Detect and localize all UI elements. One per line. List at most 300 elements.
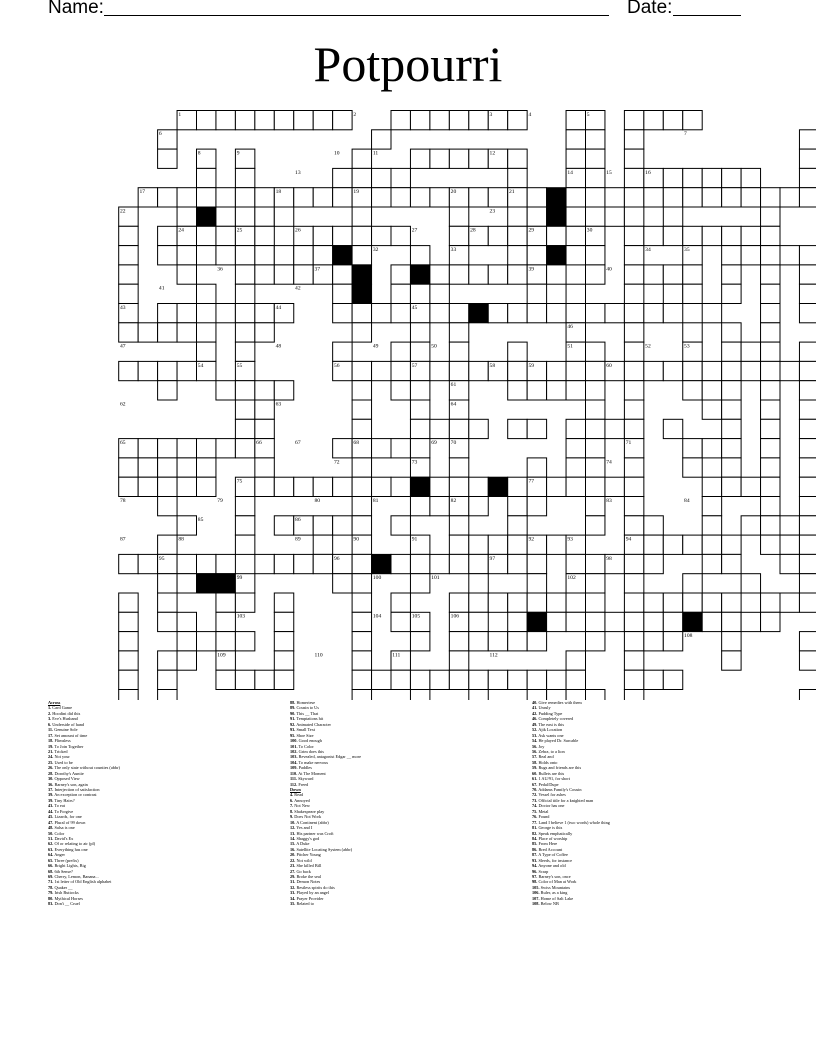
grid-cell[interactable] xyxy=(702,304,721,323)
grid-cell[interactable] xyxy=(624,670,643,689)
grid-cell[interactable] xyxy=(799,149,816,168)
grid-cell[interactable] xyxy=(527,574,546,593)
grid-cell[interactable] xyxy=(702,535,721,554)
grid-cell[interactable] xyxy=(799,516,816,535)
grid-cell[interactable] xyxy=(430,188,449,207)
grid-cell[interactable] xyxy=(313,226,332,245)
grid-cell[interactable] xyxy=(586,419,605,438)
grid-cell[interactable] xyxy=(430,670,449,689)
grid-cell[interactable] xyxy=(624,265,643,284)
grid-cell[interactable] xyxy=(605,612,624,631)
grid-cell[interactable] xyxy=(158,226,177,245)
grid-cell[interactable] xyxy=(566,651,585,670)
grid-cell[interactable] xyxy=(469,497,488,516)
grid-cell[interactable] xyxy=(488,265,507,284)
grid-cell[interactable] xyxy=(624,246,643,265)
grid-cell[interactable] xyxy=(702,516,721,535)
grid-cell[interactable] xyxy=(624,361,643,380)
grid-cell[interactable] xyxy=(391,342,410,361)
grid-cell[interactable] xyxy=(722,400,741,419)
grid-cell[interactable] xyxy=(235,381,254,400)
grid-cell[interactable] xyxy=(683,168,702,187)
grid-cell[interactable] xyxy=(527,497,546,516)
grid-cell[interactable] xyxy=(586,304,605,323)
grid-cell[interactable] xyxy=(566,419,585,438)
grid-cell[interactable] xyxy=(799,651,816,670)
grid-cell[interactable] xyxy=(352,419,371,438)
grid-cell[interactable] xyxy=(663,188,682,207)
grid-cell[interactable] xyxy=(624,381,643,400)
grid-cell[interactable] xyxy=(722,323,741,342)
grid-cell[interactable] xyxy=(488,593,507,612)
grid-cell[interactable] xyxy=(469,593,488,612)
grid-cell[interactable] xyxy=(391,516,410,535)
grid-cell[interactable] xyxy=(624,188,643,207)
grid-cell[interactable] xyxy=(722,246,741,265)
grid-cell[interactable] xyxy=(547,226,566,245)
grid-cell[interactable] xyxy=(216,381,235,400)
grid-cell[interactable] xyxy=(683,458,702,477)
grid-cell[interactable] xyxy=(391,554,410,573)
grid-cell[interactable] xyxy=(449,477,468,496)
grid-cell[interactable] xyxy=(799,246,816,265)
grid-cell[interactable] xyxy=(197,342,216,361)
grid-cell[interactable] xyxy=(683,574,702,593)
grid-cell[interactable] xyxy=(352,149,371,168)
grid-cell[interactable] xyxy=(624,497,643,516)
grid-cell[interactable] xyxy=(391,265,410,284)
grid-cell[interactable] xyxy=(566,130,585,149)
grid-cell[interactable] xyxy=(235,246,254,265)
grid-cell[interactable] xyxy=(313,188,332,207)
grid-cell[interactable] xyxy=(313,477,332,496)
grid-cell[interactable] xyxy=(430,284,449,303)
grid-cell[interactable] xyxy=(566,690,585,701)
grid-cell[interactable] xyxy=(761,304,780,323)
grid-cell[interactable] xyxy=(138,323,157,342)
grid-cell[interactable] xyxy=(391,168,410,187)
grid-cell[interactable] xyxy=(430,304,449,323)
grid-cell[interactable] xyxy=(722,381,741,400)
grid-cell[interactable] xyxy=(294,554,313,573)
grid-cell[interactable] xyxy=(333,265,352,284)
grid-cell[interactable] xyxy=(255,477,274,496)
grid-cell[interactable] xyxy=(527,690,546,701)
grid-cell[interactable] xyxy=(235,419,254,438)
grid-cell[interactable] xyxy=(177,651,196,670)
grid-cell[interactable] xyxy=(333,342,352,361)
grid-cell[interactable] xyxy=(372,361,391,380)
grid-cell[interactable] xyxy=(508,111,527,130)
grid-cell[interactable] xyxy=(566,458,585,477)
grid-cell[interactable] xyxy=(799,574,816,593)
grid-cell[interactable] xyxy=(547,381,566,400)
grid-cell[interactable] xyxy=(761,458,780,477)
grid-cell[interactable] xyxy=(216,593,235,612)
grid-cell[interactable] xyxy=(663,226,682,245)
grid-cell[interactable] xyxy=(586,130,605,149)
grid-cell[interactable] xyxy=(644,188,663,207)
grid-cell[interactable] xyxy=(586,400,605,419)
grid-cell[interactable] xyxy=(508,381,527,400)
grid-cell[interactable] xyxy=(469,188,488,207)
grid-cell[interactable] xyxy=(683,535,702,554)
grid-cell[interactable] xyxy=(488,226,507,245)
grid-cell[interactable] xyxy=(391,361,410,380)
grid-cell[interactable] xyxy=(644,361,663,380)
grid-cell[interactable] xyxy=(488,670,507,689)
grid-cell[interactable] xyxy=(527,458,546,477)
grid-cell[interactable] xyxy=(761,265,780,284)
grid-cell[interactable] xyxy=(274,477,293,496)
grid-cell[interactable] xyxy=(566,612,585,631)
grid-cell[interactable] xyxy=(566,188,585,207)
grid-cell[interactable] xyxy=(119,670,138,689)
grid-cell[interactable] xyxy=(352,574,371,593)
grid-cell[interactable] xyxy=(255,246,274,265)
grid-cell[interactable] xyxy=(644,304,663,323)
grid-cell[interactable] xyxy=(255,554,274,573)
grid-cell[interactable] xyxy=(683,284,702,303)
grid-cell[interactable] xyxy=(799,304,816,323)
grid-cell[interactable] xyxy=(586,207,605,226)
grid-cell[interactable] xyxy=(119,612,138,631)
grid-cell[interactable] xyxy=(235,188,254,207)
grid-cell[interactable] xyxy=(197,168,216,187)
grid-cell[interactable] xyxy=(158,593,177,612)
grid-cell[interactable] xyxy=(235,535,254,554)
grid-cell[interactable] xyxy=(449,149,468,168)
grid-cell[interactable] xyxy=(469,574,488,593)
grid-cell[interactable] xyxy=(624,419,643,438)
grid-cell[interactable] xyxy=(799,419,816,438)
grid-cell[interactable] xyxy=(663,284,682,303)
grid-cell[interactable] xyxy=(430,265,449,284)
grid-cell[interactable] xyxy=(508,535,527,554)
grid-cell[interactable] xyxy=(235,516,254,535)
grid-cell[interactable] xyxy=(508,477,527,496)
grid-cell[interactable] xyxy=(586,246,605,265)
grid-cell[interactable] xyxy=(197,632,216,651)
grid-cell[interactable] xyxy=(586,612,605,631)
grid-cell[interactable] xyxy=(741,188,760,207)
grid-cell[interactable] xyxy=(761,439,780,458)
grid-cell[interactable] xyxy=(430,149,449,168)
grid-cell[interactable] xyxy=(255,226,274,245)
grid-cell[interactable] xyxy=(761,207,780,226)
grid-cell[interactable] xyxy=(722,265,741,284)
grid-cell[interactable] xyxy=(469,419,488,438)
grid-cell[interactable] xyxy=(527,419,546,438)
grid-cell[interactable] xyxy=(702,381,721,400)
grid-cell[interactable] xyxy=(663,612,682,631)
grid-cell[interactable] xyxy=(216,612,235,631)
grid-cell[interactable] xyxy=(158,381,177,400)
grid-cell[interactable] xyxy=(722,342,741,361)
grid-cell[interactable] xyxy=(527,381,546,400)
grid-cell[interactable] xyxy=(430,419,449,438)
grid-cell[interactable] xyxy=(683,381,702,400)
grid-cell[interactable] xyxy=(352,323,371,342)
grid-cell[interactable] xyxy=(683,593,702,612)
grid-cell[interactable] xyxy=(566,439,585,458)
grid-cell[interactable] xyxy=(352,632,371,651)
grid-cell[interactable] xyxy=(410,342,429,361)
grid-cell[interactable] xyxy=(119,226,138,245)
grid-cell[interactable] xyxy=(430,477,449,496)
grid-cell[interactable] xyxy=(663,593,682,612)
grid-cell[interactable] xyxy=(683,439,702,458)
grid-cell[interactable] xyxy=(391,188,410,207)
grid-cell[interactable] xyxy=(644,554,663,573)
grid-cell[interactable] xyxy=(566,593,585,612)
grid-cell[interactable] xyxy=(586,168,605,187)
grid-cell[interactable] xyxy=(799,497,816,516)
grid-cell[interactable] xyxy=(586,265,605,284)
grid-cell[interactable] xyxy=(508,516,527,535)
grid-cell[interactable] xyxy=(469,111,488,130)
grid-cell[interactable] xyxy=(799,361,816,380)
grid-cell[interactable] xyxy=(624,593,643,612)
grid-cell[interactable] xyxy=(741,226,760,245)
grid-cell[interactable] xyxy=(177,574,196,593)
grid-cell[interactable] xyxy=(508,149,527,168)
grid-cell[interactable] xyxy=(274,265,293,284)
grid-cell[interactable] xyxy=(566,246,585,265)
grid-cell[interactable] xyxy=(333,284,352,303)
grid-cell[interactable] xyxy=(158,439,177,458)
grid-cell[interactable] xyxy=(197,554,216,573)
grid-cell[interactable] xyxy=(410,284,429,303)
grid-cell[interactable] xyxy=(449,516,468,535)
grid-cell[interactable] xyxy=(722,188,741,207)
grid-cell[interactable] xyxy=(352,670,371,689)
grid-cell[interactable] xyxy=(255,670,274,689)
grid-cell[interactable] xyxy=(235,632,254,651)
grid-cell[interactable] xyxy=(294,477,313,496)
grid-cell[interactable] xyxy=(683,361,702,380)
grid-cell[interactable] xyxy=(372,226,391,245)
grid-cell[interactable] xyxy=(449,670,468,689)
grid-cell[interactable] xyxy=(410,188,429,207)
grid-cell[interactable] xyxy=(119,651,138,670)
grid-cell[interactable] xyxy=(119,246,138,265)
grid-cell[interactable] xyxy=(449,226,468,245)
grid-cell[interactable] xyxy=(197,477,216,496)
grid-cell[interactable] xyxy=(586,497,605,516)
grid-cell[interactable] xyxy=(119,458,138,477)
grid-cell[interactable] xyxy=(761,593,780,612)
grid-cell[interactable] xyxy=(158,149,177,168)
grid-cell[interactable] xyxy=(274,651,293,670)
grid-cell[interactable] xyxy=(624,554,643,573)
grid-cell[interactable] xyxy=(761,381,780,400)
grid-cell[interactable] xyxy=(469,632,488,651)
grid-cell[interactable] xyxy=(177,361,196,380)
grid-cell[interactable] xyxy=(333,574,352,593)
grid-cell[interactable] xyxy=(372,477,391,496)
grid-cell[interactable] xyxy=(741,574,760,593)
grid-cell[interactable] xyxy=(566,149,585,168)
grid-cell[interactable] xyxy=(333,188,352,207)
grid-cell[interactable] xyxy=(449,419,468,438)
grid-cell[interactable] xyxy=(216,207,235,226)
grid-cell[interactable] xyxy=(566,284,585,303)
grid-cell[interactable] xyxy=(722,226,741,245)
grid-cell[interactable] xyxy=(216,670,235,689)
grid-cell[interactable] xyxy=(352,516,371,535)
grid-cell[interactable] xyxy=(624,400,643,419)
grid-cell[interactable] xyxy=(624,458,643,477)
grid-cell[interactable] xyxy=(605,419,624,438)
grid-cell[interactable] xyxy=(508,168,527,187)
grid-cell[interactable] xyxy=(313,554,332,573)
grid-cell[interactable] xyxy=(624,342,643,361)
grid-cell[interactable] xyxy=(391,226,410,245)
grid-cell[interactable] xyxy=(138,554,157,573)
grid-cell[interactable] xyxy=(624,477,643,496)
grid-cell[interactable] xyxy=(410,400,429,419)
grid-cell[interactable] xyxy=(274,670,293,689)
grid-cell[interactable] xyxy=(799,342,816,361)
grid-cell[interactable] xyxy=(799,593,816,612)
grid-cell[interactable] xyxy=(235,207,254,226)
grid-cell[interactable] xyxy=(624,323,643,342)
grid-cell[interactable] xyxy=(449,111,468,130)
grid-cell[interactable] xyxy=(683,188,702,207)
grid-cell[interactable] xyxy=(780,246,799,265)
grid-cell[interactable] xyxy=(761,323,780,342)
grid-cell[interactable] xyxy=(624,168,643,187)
grid-cell[interactable] xyxy=(722,477,741,496)
grid-cell[interactable] xyxy=(333,111,352,130)
grid-cell[interactable] xyxy=(119,361,138,380)
grid-cell[interactable] xyxy=(508,593,527,612)
grid-cell[interactable] xyxy=(333,304,352,323)
grid-cell[interactable] xyxy=(158,670,177,689)
grid-cell[interactable] xyxy=(469,535,488,554)
grid-cell[interactable] xyxy=(605,304,624,323)
grid-cell[interactable] xyxy=(410,246,429,265)
grid-cell[interactable] xyxy=(197,111,216,130)
grid-cell[interactable] xyxy=(566,304,585,323)
grid-cell[interactable] xyxy=(138,458,157,477)
grid-cell[interactable] xyxy=(722,439,741,458)
grid-cell[interactable] xyxy=(644,516,663,535)
grid-cell[interactable] xyxy=(352,381,371,400)
grid-cell[interactable] xyxy=(352,361,371,380)
grid-cell[interactable] xyxy=(216,554,235,573)
grid-cell[interactable] xyxy=(624,284,643,303)
grid-cell[interactable] xyxy=(761,342,780,361)
grid-cell[interactable] xyxy=(352,497,371,516)
grid-cell[interactable] xyxy=(722,284,741,303)
grid-cell[interactable] xyxy=(469,554,488,573)
grid-cell[interactable] xyxy=(644,632,663,651)
grid-cell[interactable] xyxy=(663,535,682,554)
grid-cell[interactable] xyxy=(216,246,235,265)
grid-cell[interactable] xyxy=(624,226,643,245)
grid-cell[interactable] xyxy=(177,323,196,342)
grid-cell[interactable] xyxy=(508,361,527,380)
grid-cell[interactable] xyxy=(624,690,643,701)
grid-cell[interactable] xyxy=(761,419,780,438)
grid-cell[interactable] xyxy=(761,284,780,303)
grid-cell[interactable] xyxy=(410,111,429,130)
grid-cell[interactable] xyxy=(722,419,741,438)
grid-cell[interactable] xyxy=(508,497,527,516)
grid-cell[interactable] xyxy=(313,535,332,554)
grid-cell[interactable] xyxy=(255,111,274,130)
grid-cell[interactable] xyxy=(430,554,449,573)
grid-cell[interactable] xyxy=(449,265,468,284)
grid-cell[interactable] xyxy=(469,361,488,380)
grid-cell[interactable] xyxy=(333,168,352,187)
grid-cell[interactable] xyxy=(566,554,585,573)
grid-cell[interactable] xyxy=(702,226,721,245)
grid-cell[interactable] xyxy=(547,593,566,612)
grid-cell[interactable] xyxy=(663,419,682,438)
grid-cell[interactable] xyxy=(799,477,816,496)
grid-cell[interactable] xyxy=(255,323,274,342)
grid-cell[interactable] xyxy=(333,516,352,535)
grid-cell[interactable] xyxy=(508,419,527,438)
grid-cell[interactable] xyxy=(663,361,682,380)
grid-cell[interactable] xyxy=(352,458,371,477)
grid-cell[interactable] xyxy=(761,535,780,554)
grid-cell[interactable] xyxy=(313,516,332,535)
grid-cell[interactable] xyxy=(158,574,177,593)
grid-cell[interactable] xyxy=(741,246,760,265)
grid-cell[interactable] xyxy=(197,188,216,207)
grid-cell[interactable] xyxy=(644,612,663,631)
grid-cell[interactable] xyxy=(372,168,391,187)
grid-cell[interactable] xyxy=(702,439,721,458)
grid-cell[interactable] xyxy=(741,342,760,361)
grid-cell[interactable] xyxy=(799,381,816,400)
grid-cell[interactable] xyxy=(235,670,254,689)
grid-cell[interactable] xyxy=(586,632,605,651)
grid-cell[interactable] xyxy=(547,304,566,323)
grid-cell[interactable] xyxy=(177,246,196,265)
grid-cell[interactable] xyxy=(469,612,488,631)
grid-cell[interactable] xyxy=(586,477,605,496)
grid-cell[interactable] xyxy=(294,246,313,265)
grid-cell[interactable] xyxy=(216,111,235,130)
grid-cell[interactable] xyxy=(449,535,468,554)
grid-cell[interactable] xyxy=(352,168,371,187)
grid-cell[interactable] xyxy=(683,265,702,284)
grid-cell[interactable] xyxy=(449,207,468,226)
grid-cell[interactable] xyxy=(586,554,605,573)
grid-cell[interactable] xyxy=(624,304,643,323)
grid-cell[interactable] xyxy=(741,612,760,631)
grid-cell[interactable] xyxy=(119,265,138,284)
grid-cell[interactable] xyxy=(372,670,391,689)
grid-cell[interactable] xyxy=(761,612,780,631)
grid-cell[interactable] xyxy=(761,516,780,535)
grid-cell[interactable] xyxy=(508,342,527,361)
grid-cell[interactable] xyxy=(586,439,605,458)
grid-cell[interactable] xyxy=(216,188,235,207)
grid-cell[interactable] xyxy=(158,323,177,342)
grid-cell[interactable] xyxy=(333,439,352,458)
grid-cell[interactable] xyxy=(566,361,585,380)
grid-cell[interactable] xyxy=(663,265,682,284)
grid-cell[interactable] xyxy=(177,458,196,477)
grid-cell[interactable] xyxy=(449,342,468,361)
grid-cell[interactable] xyxy=(235,497,254,516)
